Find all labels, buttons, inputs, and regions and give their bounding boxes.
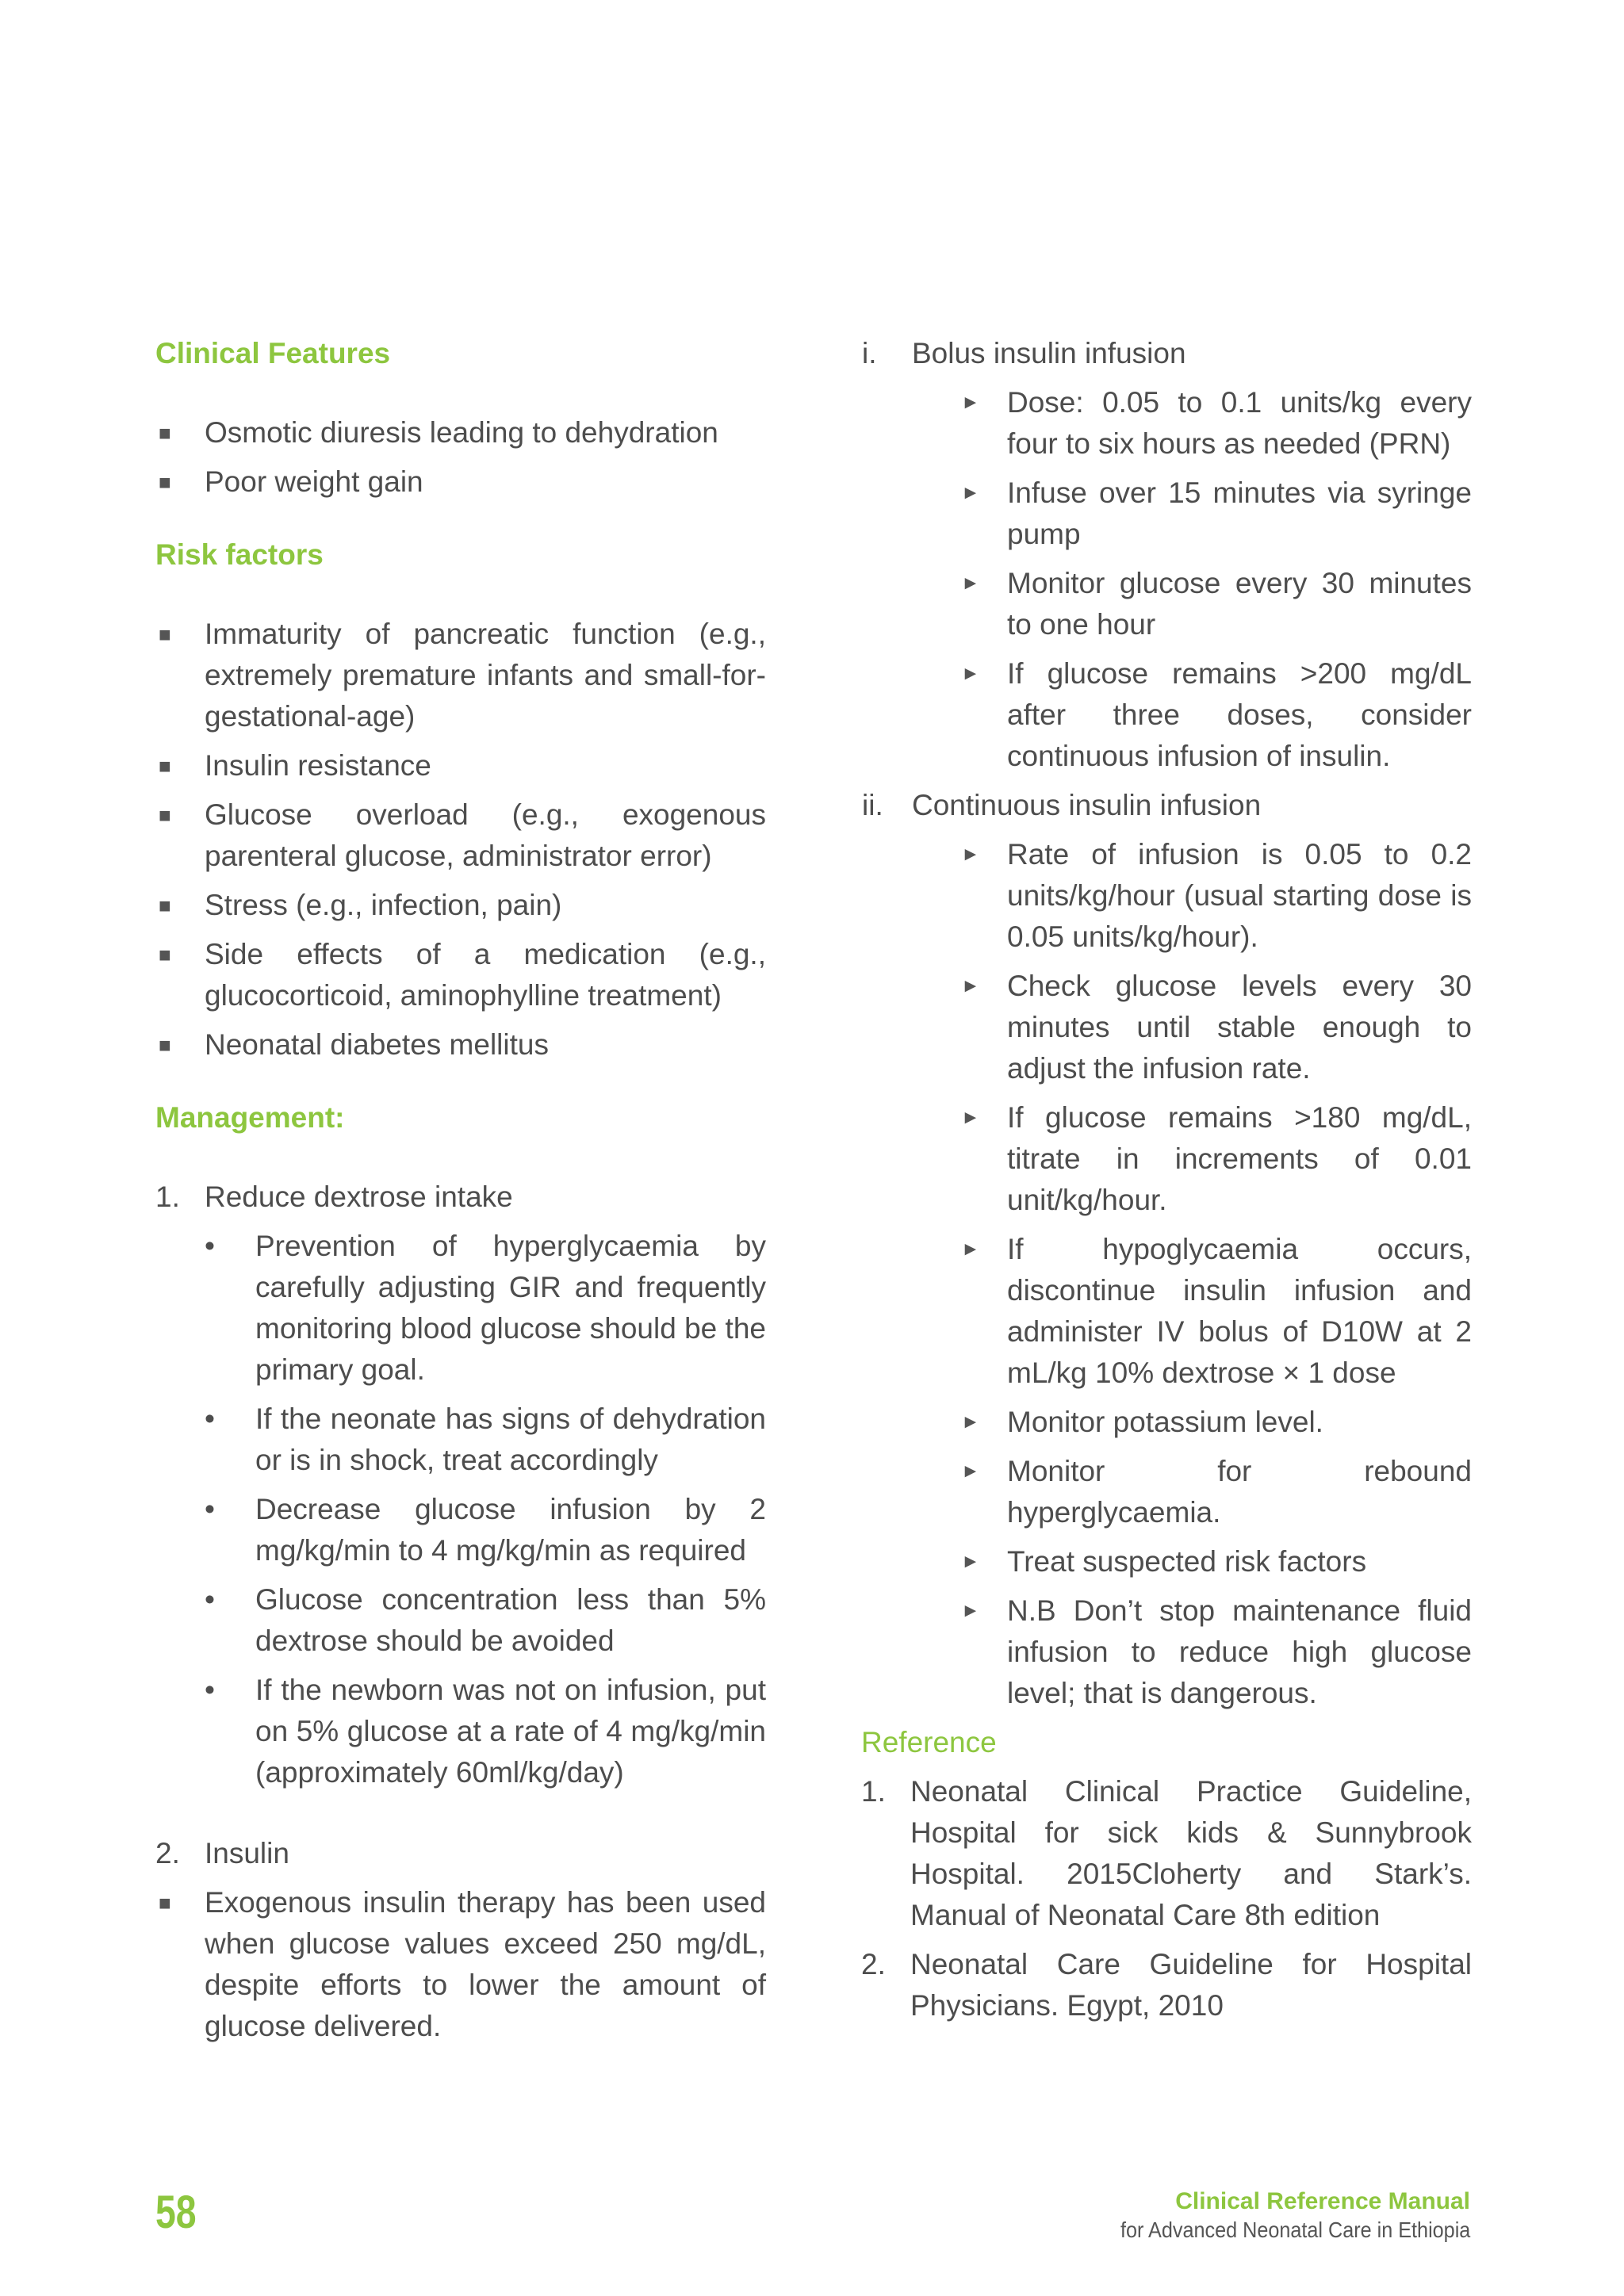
- square-bullet-icon: ■: [159, 803, 171, 827]
- square-bullet-icon: ■: [159, 1891, 171, 1915]
- list-item: ■ Osmotic diuresis leading to dehydration: [155, 412, 766, 453]
- footer-title: Clinical Reference Manual: [1175, 2188, 1470, 2214]
- arrow-bullet-icon: ►: [961, 663, 980, 684]
- page-footer: [1082, 2187, 1470, 2244]
- reference-heading: Reference: [861, 1726, 997, 1758]
- arrow-bullet-icon: ►: [961, 1551, 980, 1572]
- square-bullet-icon: ■: [159, 421, 171, 445]
- arrow-bullet-icon: ►: [961, 1238, 980, 1260]
- list-item: ► Infuse over 15 minutes via syringe pump: [961, 473, 1472, 555]
- arrow-bullet-icon: ►: [961, 1600, 980, 1621]
- left-column: [155, 333, 766, 2055]
- square-bullet-icon: ■: [159, 622, 171, 646]
- arrow-bullet-icon: ►: [961, 975, 980, 997]
- arrow-bullet-icon: ►: [961, 1460, 980, 1482]
- dot-bullet-icon: •: [205, 1493, 215, 1525]
- right-column: [861, 333, 1472, 2034]
- list-item: ► Monitor for rebound hyperglycaemia.: [961, 1451, 1472, 1533]
- list-item: ► Check glucose levels every 30 minutes until stable enough to adjust the infusion rate.: [961, 966, 1472, 1089]
- list-item: • If the neonate has signs of dehydration or is in shock, treat accordingly: [205, 1399, 766, 1481]
- arrow-bullet-icon: ►: [961, 1411, 980, 1433]
- list-item: ► If glucose remains >180 mg/dL, titrate in increments of 0.01 unit/kg/hour.: [961, 1097, 1472, 1221]
- list-item: ■ Insulin resistance: [155, 745, 766, 786]
- management-steps: [155, 1177, 766, 1874]
- list-item: ► If hypoglycaemia occurs, discontinue insulin infusion and administer IV bolus of D10W at 2 mL/kg 10% dextrose × 1 dose: [961, 1229, 1472, 1394]
- risk-factors-heading: Risk factors: [155, 538, 324, 571]
- dot-bullet-icon: •: [205, 1583, 215, 1616]
- continuous-insulin-section: ii. Continuous insulin infusion ► Rate of infusion is 0.05 to 0.2 units/kg/hour (usual starting dose is 0.05 units/kg/hour). ► Check glucose levels every 30 minutes until stable enough to adjust the infusion rate. ► If glucose remains >180 mg/dL, titrate in increments of 0.01 unit/kg/hour. ► If hypoglycaemia occurs, discontinue insulin infusion and administer IV bolus of D10W at 2 mL/kg 10% dextrose × 1 dose ► Monitor potassium level. ► Monitor for rebound hyperglycaemia. ► Treat suspected risk factors ► N.B Don’t stop maintenance fluid infusion to reduce high glucose level; that is dangerous.: [812, 785, 1472, 1714]
- dot-bullet-icon: •: [205, 1230, 215, 1262]
- reference-item: 1. Neonatal Clinical Practice Guideline, Hospital for sick kids & Sunnybrook Hospital. 2015Cloherty and Stark’s. Manual of Neonatal Care 8th edition: [861, 1775, 1472, 1931]
- list-item: ► Dose: 0.05 to 0.1 units/kg every four to six hours as needed (PRN): [961, 382, 1472, 465]
- arrow-bullet-icon: ►: [961, 844, 980, 865]
- square-bullet-icon: ■: [159, 1033, 171, 1057]
- list-item: • Glucose concentration less than 5% dextrose should be avoided: [205, 1579, 766, 1662]
- square-bullet-icon: ■: [159, 894, 171, 917]
- dot-bullet-icon: •: [205, 1674, 215, 1706]
- list-item: ■ Side effects of a medication (e.g., glucocorticoid, aminophylline treatment): [155, 934, 766, 1016]
- list-item: • Decrease glucose infusion by 2 mg/kg/min to 4 mg/kg/min as required: [205, 1489, 766, 1571]
- list-item: ■ Stress (e.g., infection, pain): [155, 885, 766, 926]
- list-item: ■ Neonatal diabetes mellitus: [155, 1024, 766, 1066]
- list-item: ► Rate of infusion is 0.05 to 0.2 units/kg/hour (usual starting dose is 0.05 units/kg/hour).: [961, 834, 1472, 958]
- list-item: ■ Poor weight gain: [155, 461, 766, 503]
- list-item: ► If glucose remains >200 mg/dL after three doses, consider continuous infusion of insulin.: [961, 653, 1472, 777]
- list-item: • Prevention of hyperglycaemia by carefully adjusting GIR and frequently monitoring blood glucose should be the primary goal.: [205, 1226, 766, 1391]
- reference-list: [861, 1771, 1472, 2026]
- list-item: ► N.B Don’t stop maintenance fluid infusion to reduce high glucose level; that is dangerous.: [961, 1590, 1472, 1714]
- arrow-bullet-icon: ►: [961, 1107, 980, 1128]
- management-step-2: 2. Insulin: [155, 1837, 289, 1869]
- footer-subtitle: for Advanced Neonatal Care in Ethiopia: [1120, 2218, 1470, 2242]
- list-item: ■ Glucose overload (e.g., exogenous parenteral glucose, administrator error): [155, 794, 766, 877]
- list-item: • If the newborn was not on infusion, put on 5% glucose at a rate of 4 mg/kg/min (approximately 60ml/kg/day): [205, 1670, 766, 1793]
- continuous-sublist: [861, 834, 1472, 1714]
- reference-item: 2. Neonatal Care Guideline for Hospital Physicians. Egypt, 2010: [861, 1948, 1472, 2022]
- step-label: Reduce dextrose intake: [205, 1181, 513, 1213]
- list-item: ■ Exogenous insulin therapy has been used when glucose values exceed 250 mg/dL, despite efforts to lower the amount of glucose delivered.: [155, 1882, 766, 2047]
- dot-bullet-icon: •: [205, 1402, 215, 1435]
- clinical-features-list: [155, 412, 766, 503]
- list-item: ► Monitor potassium level.: [961, 1402, 1472, 1443]
- bolus-sublist: [861, 382, 1472, 777]
- insulin-list: [155, 1882, 766, 2047]
- list-item: ■ Immaturity of pancreatic function (e.g., extremely premature infants and small-for-gestational-age): [155, 614, 766, 737]
- management-heading: Management:: [155, 1101, 345, 1134]
- list-item: ► Monitor glucose every 30 minutes to one hour: [961, 563, 1472, 645]
- square-bullet-icon: ■: [159, 943, 171, 966]
- list-item: ► Treat suspected risk factors: [961, 1541, 1472, 1582]
- clinical-features-heading: Clinical Features: [155, 337, 391, 369]
- insulin-infusion-list: [812, 333, 1472, 1714]
- risk-factors-list: [155, 614, 766, 1066]
- arrow-bullet-icon: ►: [961, 482, 980, 503]
- step-label: Insulin: [205, 1837, 289, 1869]
- continuous-label: Continuous insulin infusion: [912, 789, 1262, 821]
- square-bullet-icon: ■: [159, 754, 171, 778]
- bolus-label: Bolus insulin infusion: [912, 337, 1186, 369]
- bolus-insulin-section: i. Bolus insulin infusion ► Dose: 0.05 to 0.1 units/kg every four to six hours as needed (PRN) ► Infuse over 15 minutes via syringe pump ► Monitor glucose every 30 minutes to one hour ► If glucose remains >200 mg/dL after three doses, consider continuous infusion of insulin.: [812, 333, 1472, 777]
- square-bullet-icon: ■: [159, 470, 171, 494]
- step-1-sublist: [205, 1226, 766, 1793]
- page-number: 58: [155, 2187, 197, 2238]
- arrow-bullet-icon: ►: [961, 392, 980, 413]
- management-step-1: 1. Reduce dextrose intake • Prevention of hyperglycaemia by carefully adjusting GIR and frequently monitoring blood glucose should be the primary goal. • If the neonate has signs of dehydration or is in shock, treat accordingly • Decrease glucose infusion by 2 mg/kg/min to 4 mg/kg/min as required • Glucose concentration less than 5% dextrose should be avoided • If the newborn was not on infusion, put on 5% glucose at a rate of 4 mg/kg/min (approximately 60ml/kg/day): [155, 1177, 766, 1793]
- arrow-bullet-icon: ►: [961, 572, 980, 594]
